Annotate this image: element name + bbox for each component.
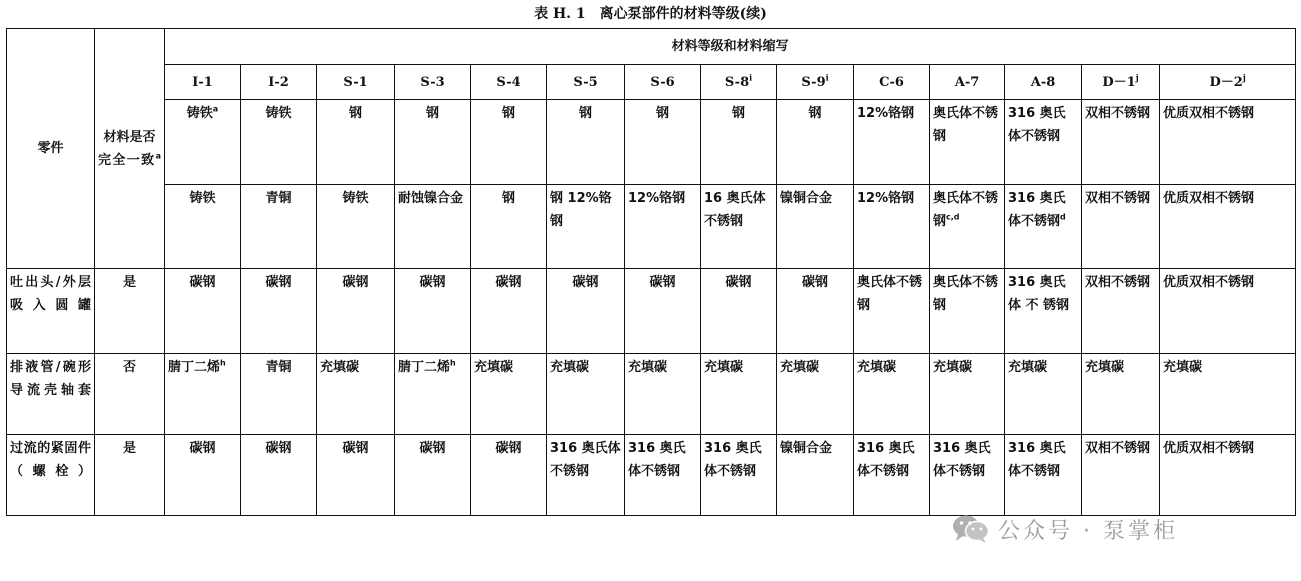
same-material-value: 否	[95, 354, 165, 435]
material-cell-text: 碳钢	[189, 441, 216, 457]
material-cell	[777, 184, 854, 269]
material-cell	[471, 269, 547, 354]
grade-note: j	[1135, 72, 1139, 83]
grade-label: A-8	[1030, 74, 1056, 90]
same-material-note: a	[155, 151, 161, 161]
grade-group-header: 材料等级和材料缩写	[165, 29, 1296, 65]
material-cell	[854, 435, 930, 516]
material-cell	[165, 435, 241, 516]
material-cell-text: 铸铁	[189, 190, 216, 206]
material-cell-text: 充填碳	[474, 360, 514, 376]
material-cell	[1082, 435, 1160, 516]
table-number: 表 H. 1	[534, 6, 586, 22]
material-cell	[471, 99, 547, 184]
header-row-group	[7, 29, 1296, 65]
material-cell-text: 优质双相不锈钢	[1163, 190, 1255, 206]
grade-header	[317, 65, 395, 99]
material-cell-text: 腈丁二烯	[398, 360, 451, 376]
material-cell	[395, 354, 471, 435]
material-cell	[395, 184, 471, 269]
material-cell-text: 充填碳	[1163, 360, 1203, 376]
grade-label: I-2	[268, 74, 289, 90]
material-cell-text: 充填碳	[320, 360, 360, 376]
material-cell-text: 12%铬钢	[857, 190, 915, 206]
table-row	[7, 269, 1296, 354]
material-cell	[1005, 99, 1082, 184]
material-cell-text: 碳钢	[189, 275, 216, 291]
material-cell	[701, 99, 777, 184]
material-cell-text: 钢	[655, 105, 669, 121]
material-cell-text: 碳钢	[495, 275, 522, 291]
material-cell	[395, 269, 471, 354]
material-cell	[471, 184, 547, 269]
grade-header	[471, 65, 547, 99]
grade-label: A-7	[954, 74, 980, 90]
material-cell	[317, 435, 395, 516]
material-cell	[701, 354, 777, 435]
material-cell	[625, 184, 701, 269]
material-cell	[317, 354, 395, 435]
material-row-1	[7, 99, 1296, 184]
material-cell	[777, 269, 854, 354]
same-material-label: 材料是否完全一致	[98, 129, 156, 168]
material-cell	[547, 354, 625, 435]
material-cell-text: 青铜	[265, 360, 292, 376]
material-cell	[930, 354, 1005, 435]
material-cell	[165, 269, 241, 354]
material-cell-note: h	[450, 358, 456, 368]
material-cell-text: 钢	[808, 105, 822, 121]
material-cell-text: 充填碳	[1085, 360, 1125, 376]
material-cell	[701, 435, 777, 516]
material-cell-text: 碳钢	[419, 441, 446, 457]
material-cell-text: 钢 12%铬钢	[550, 190, 612, 229]
material-cell	[1005, 184, 1082, 269]
material-cell	[1160, 435, 1296, 516]
material-cell-text: 316 奥氏体不锈钢	[704, 441, 762, 480]
material-cell-text: 碳钢	[265, 275, 292, 291]
part-header: 零件	[7, 29, 95, 269]
material-cell	[547, 99, 625, 184]
material-cell-text: 16 奥氏体不锈钢	[704, 190, 766, 229]
material-cell	[854, 184, 930, 269]
grade-label: S-6	[650, 74, 675, 90]
material-cell	[777, 99, 854, 184]
material-cell-text: 铸铁	[342, 190, 369, 206]
same-material-value: 是	[95, 269, 165, 354]
material-cell-text: 耐蚀镍合金	[398, 190, 464, 206]
material-cell	[471, 354, 547, 435]
part-name: 过流的紧固件（螺栓）	[7, 435, 95, 516]
material-cell-text: 充填碳	[704, 360, 744, 376]
material-cell	[930, 269, 1005, 354]
table-caption	[0, 3, 1301, 23]
grade-header	[1082, 65, 1160, 99]
material-cell-text: 腈丁二烯	[168, 360, 221, 376]
material-cell-text: 316 奥氏体不锈钢	[1008, 190, 1066, 229]
material-cell-text: 青铜	[265, 190, 292, 206]
material-cell-text: 镍铜合金	[780, 441, 833, 457]
grade-header	[547, 65, 625, 99]
grade-note: i	[749, 72, 753, 83]
material-cell	[165, 99, 241, 184]
grade-label: S-3	[420, 74, 445, 90]
material-cell	[625, 269, 701, 354]
grade-label: S-1	[343, 74, 368, 90]
material-cell-text: 12%铬钢	[628, 190, 686, 206]
grade-header	[1160, 65, 1296, 99]
material-cell-text: 316 奥氏体不锈钢	[933, 441, 991, 480]
grade-label: I-1	[192, 74, 213, 90]
grade-header	[701, 65, 777, 99]
grade-header	[854, 65, 930, 99]
material-cell-text: 碳钢	[725, 275, 752, 291]
material-cell-note: a	[212, 104, 219, 114]
material-row-2	[7, 184, 1296, 269]
material-cell-text: 碳钢	[649, 275, 676, 291]
grade-header	[165, 65, 241, 99]
table-row	[7, 354, 1296, 435]
material-cell-note: h	[220, 358, 226, 368]
material-cell	[777, 354, 854, 435]
grade-header	[930, 65, 1005, 99]
wechat-icon	[952, 514, 990, 544]
material-cell	[317, 269, 395, 354]
part-name: 吐出头/外层吸入圆罐	[7, 269, 95, 354]
material-cell-text: 充填碳	[1008, 360, 1048, 376]
material-cell-text: 碳钢	[342, 275, 369, 291]
material-cell-text: 碳钢	[801, 275, 828, 291]
material-cell	[317, 184, 395, 269]
material-cell	[701, 184, 777, 269]
material-cell-text: 双相不锈钢	[1085, 441, 1151, 457]
material-cell-text: 双相不锈钢	[1085, 105, 1151, 121]
material-cell	[777, 435, 854, 516]
material-cell-text: 优质双相不锈钢	[1163, 441, 1255, 457]
material-cell-text: 铸铁	[186, 105, 213, 121]
material-cell-text: 镍铜合金	[780, 190, 833, 206]
material-cell	[241, 354, 317, 435]
material-cell	[625, 354, 701, 435]
grade-note: j	[1242, 72, 1246, 83]
material-cell-text: 充填碳	[933, 360, 973, 376]
material-cell	[395, 99, 471, 184]
material-cell	[1082, 354, 1160, 435]
material-cell-text: 碳钢	[495, 441, 522, 457]
material-cell	[1082, 269, 1160, 354]
material-cell	[854, 99, 930, 184]
material-cell-text: 碳钢	[419, 275, 446, 291]
material-cell-text: 钢	[348, 105, 362, 121]
material-cell	[1160, 269, 1296, 354]
material-cell	[1005, 269, 1082, 354]
material-cell-note: c,d	[946, 212, 960, 222]
material-cell	[241, 99, 317, 184]
material-cell	[930, 435, 1005, 516]
material-cell-text: 316 奥氏体不锈钢	[1008, 441, 1066, 480]
grade-label: S-9	[801, 74, 826, 90]
material-cell-text: 碳钢	[342, 441, 369, 457]
material-cell-text: 充填碳	[550, 360, 590, 376]
part-name: 排液管/碗形导流壳轴套	[7, 354, 95, 435]
material-cell-text: 316 奥氏体不锈钢	[628, 441, 686, 480]
same-material-value: 是	[95, 435, 165, 516]
material-cell	[1160, 99, 1296, 184]
material-cell	[471, 435, 547, 516]
material-cell	[625, 435, 701, 516]
material-cell	[930, 184, 1005, 269]
materials-table	[6, 28, 1296, 516]
material-cell-text: 双相不锈钢	[1085, 190, 1151, 206]
material-cell	[701, 269, 777, 354]
grade-label: S-4	[496, 74, 521, 90]
material-cell-text: 充填碳	[628, 360, 668, 376]
material-cell-text: 316 奥氏体不锈钢	[857, 441, 915, 480]
material-cell-text: 铸铁	[265, 105, 292, 121]
material-cell-text: 奥氏体不锈钢	[933, 105, 999, 144]
grade-row	[7, 65, 1296, 99]
material-cell-text: 优质双相不锈钢	[1163, 275, 1255, 291]
material-cell	[165, 354, 241, 435]
material-cell	[1005, 435, 1082, 516]
material-cell	[1082, 99, 1160, 184]
material-cell	[547, 184, 625, 269]
material-cell-text: 奥氏体不锈钢	[933, 275, 999, 314]
material-cell	[395, 435, 471, 516]
material-cell-text: 316 奥氏体 不 锈钢	[1008, 275, 1070, 314]
grade-label: S-5	[573, 74, 598, 90]
material-cell	[241, 435, 317, 516]
material-cell-text: 钢	[425, 105, 439, 121]
material-cell-text: 316 奥氏体不锈钢	[1008, 105, 1066, 144]
material-cell-text: 钢	[501, 190, 515, 206]
table-row	[7, 435, 1296, 516]
grade-label: C-6	[879, 74, 904, 90]
material-cell-text: 碳钢	[265, 441, 292, 457]
material-cell	[547, 269, 625, 354]
material-cell	[241, 269, 317, 354]
material-cell-note: d	[1060, 212, 1066, 222]
material-cell-text: 奥氏体不锈钢	[857, 275, 923, 314]
material-cell	[1082, 184, 1160, 269]
material-cell-text: 双相不锈钢	[1085, 275, 1151, 291]
grade-label: D－2	[1209, 74, 1243, 90]
material-cell	[1160, 354, 1296, 435]
grade-note: i	[825, 72, 829, 83]
grade-header	[241, 65, 317, 99]
material-cell-text: 316 奥氏体不锈钢	[550, 441, 621, 480]
table-title: 离心泵部件的材料等级(续)	[599, 6, 767, 22]
grade-header	[777, 65, 854, 99]
material-cell	[1160, 184, 1296, 269]
material-cell-text: 奥氏体不锈钢	[933, 190, 999, 229]
material-cell-text: 钢	[501, 105, 515, 121]
material-cell-text: 充填碳	[780, 360, 820, 376]
grade-header	[1005, 65, 1082, 99]
material-cell	[854, 354, 930, 435]
grade-label: S-8	[724, 74, 750, 90]
material-cell	[547, 435, 625, 516]
material-cell	[1005, 354, 1082, 435]
material-cell	[317, 99, 395, 184]
grade-header	[625, 65, 701, 99]
material-cell-text: 钢	[578, 105, 592, 121]
grade-header	[395, 65, 471, 99]
material-cell-text: 12%铬钢	[857, 105, 915, 121]
material-cell	[241, 184, 317, 269]
material-cell	[165, 184, 241, 269]
material-cell-text: 碳钢	[572, 275, 599, 291]
material-cell-text: 优质双相不锈钢	[1163, 105, 1255, 121]
watermark-text: 公众号 · 泵掌柜	[998, 518, 1178, 544]
material-cell-text: 充填碳	[857, 360, 897, 376]
material-cell-text: 钢	[731, 105, 745, 121]
grade-label: D－1	[1102, 74, 1136, 90]
material-cell	[854, 269, 930, 354]
watermark	[952, 514, 1178, 544]
same-material-header	[95, 29, 165, 269]
material-cell	[930, 99, 1005, 184]
material-cell	[625, 99, 701, 184]
